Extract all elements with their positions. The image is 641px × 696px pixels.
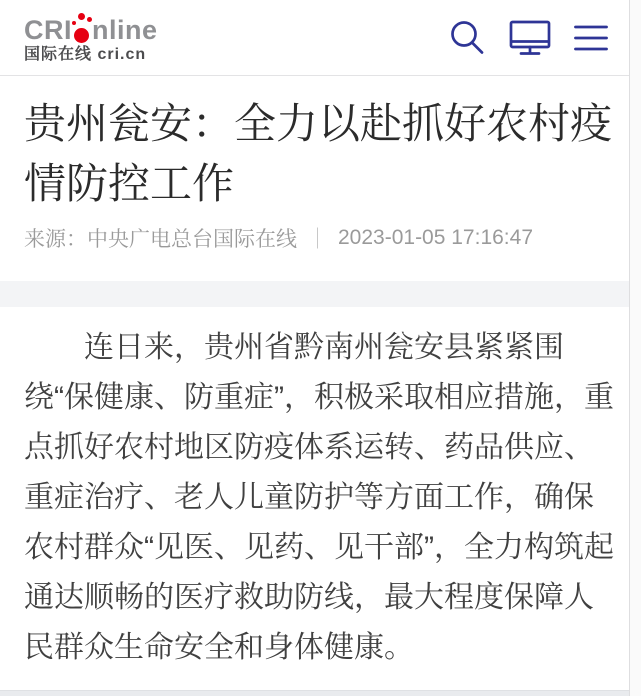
meta-separator: ｜: [307, 228, 328, 251]
cri-online-logo[interactable]: [24, 12, 158, 63]
article-paragraph: 连日来，贵州省黔南州瓮安县紧紧围绕“保健康、防重症”，积极采取相应措施，重点抓好农村地区防疫体系运转、药品供应、重症治疗、老人儿童防护等方面工作，确保农村群众“见医、见药、见干部”，全力构筑起通达顺畅的医疗救助防线，最大程度保障人民群众生命安全和身体健康。: [24, 331, 614, 664]
article-body: [24, 323, 617, 673]
logo-wordmark: [24, 12, 158, 44]
logo-subtitle: 国际在线 cri.cn: [24, 46, 147, 63]
logo-red-dots-icon: [73, 12, 91, 44]
article-datetime: 2023-01-05 17:16:47: [338, 226, 533, 249]
article-meta: [24, 223, 617, 253]
site-header: [0, 0, 641, 76]
vertical-scrollbar[interactable]: [629, 0, 641, 696]
section-divider-band: [0, 281, 641, 307]
desktop-monitor-icon[interactable]: [509, 20, 551, 56]
hamburger-menu-icon[interactable]: [574, 25, 608, 51]
logo-nline-text: nline: [92, 15, 158, 45]
header-actions: [448, 19, 608, 57]
search-icon[interactable]: [448, 19, 486, 57]
article-title: 贵州瓮安：全力以赴抓好农村疫情防控工作: [24, 100, 613, 207]
article-source: 来源：中央广电总台国际在线: [24, 228, 297, 251]
bottom-edge-strip: [0, 690, 641, 696]
article-container: [0, 94, 641, 673]
logo-cri-text: CRI: [24, 15, 72, 45]
